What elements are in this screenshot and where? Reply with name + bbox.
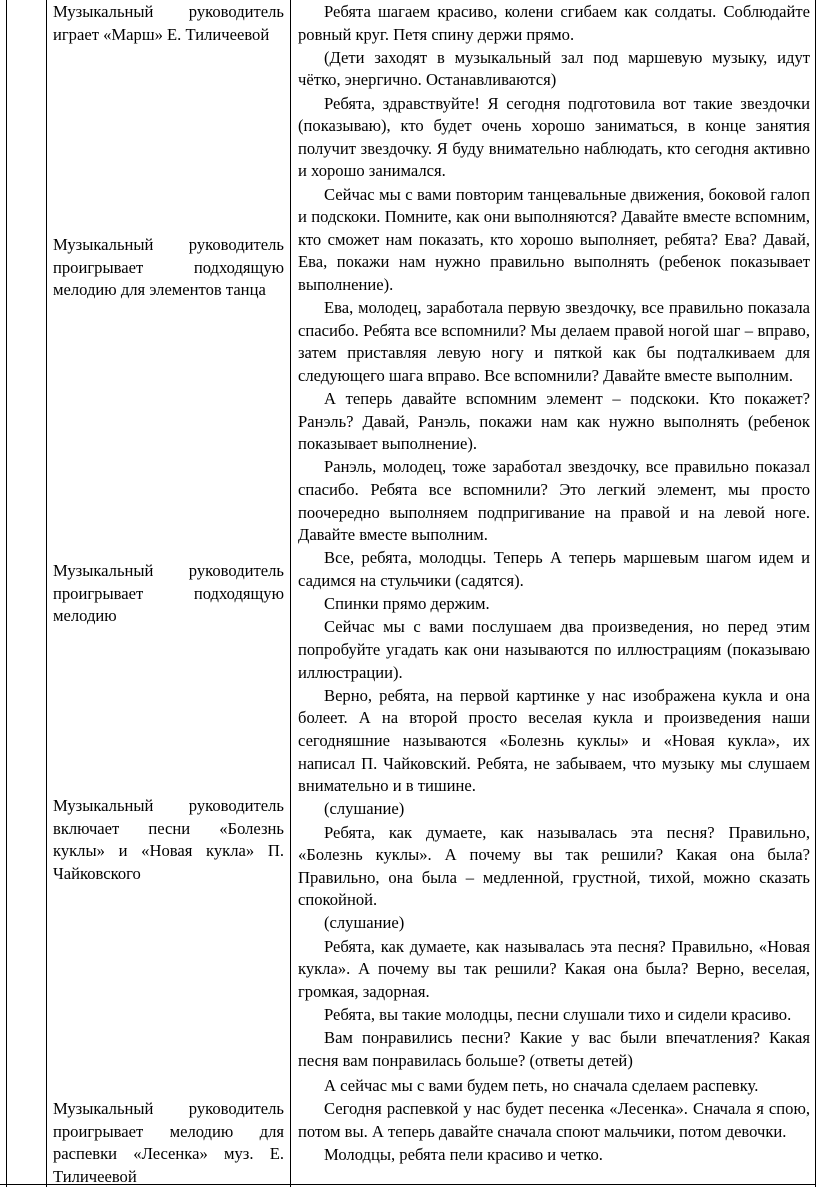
paragraph: Молодцы, ребята пели красиво и четко. — [324, 1144, 603, 1164]
paragraph: Ребята, как думаете, как называлась эта песня? Правильно, «Новая кукла». А почему вы так решили? Какая она была? Верно, веселая, громкая, задорная. — [298, 936, 810, 1001]
paragraph: (Дети заходят в музыкальный зал под маршевую музыку, идут чётко, энергично. Останавливаются) — [298, 47, 810, 90]
script-text-block — [298, 1, 810, 1072]
paragraph: Ева, молодец, заработала первую звездочку, все правильно показала спасибо. Ребята все вспомнили? Мы делаем правой ногой шаг – вправо, затем приставляя левую ногу и пяткой как бы подталкиваем для следующего шага вправо. Все вспомнили? Давайте вместе выполним. — [298, 298, 810, 385]
paragraph: Сейчас мы с вами послушаем два произведения, но перед этим попробуйте угадать как они называются по иллюстрациям (показываю иллюстрации). — [298, 617, 810, 682]
paragraph: Ранэль, молодец, тоже заработал звездочку, все правильно показал спасибо. Ребята все вспомнили? Это легкий элемент, мы просто поочередно выполняем подпригивание на правой и на левой ноге. Давайте вместе выполним. — [298, 457, 810, 545]
paragraph: Вам понравились песни? Какие у вас были впечатления? Какая песня вам понравилась больше? (ответы детей) — [298, 1028, 810, 1070]
left-note-4: Музыкальный руководитель включает песни «Болезнь куклы» и «Новая кукла» П. Чайковского — [53, 796, 284, 883]
paragraph: А сейчас мы с вами будем петь, но сначала сделаем распевку. — [324, 1076, 759, 1095]
paragraph: (слушание) — [324, 799, 405, 819]
script-text-block-2 — [298, 1075, 810, 1167]
paragraph: Ребята, вы такие молодцы, песни слушали тихо и сидели красиво. — [324, 1005, 792, 1025]
left-note-1: Музыкальный руководитель играет «Марш» Е. Тиличеевой — [53, 2, 284, 44]
left-note-5: Музыкальный руководитель проигрывает мелодию для распевки «Лесенка» муз. Е. Тиличеевой — [53, 1099, 284, 1186]
paragraph: Верно, ребята, на первой картинке у нас изображена кукла и она болеет. А на второй просто веселая кукла и произведения наши сегодняшние называются «Болезнь куклы» и «Новая кукла», их написал П. Чайковский. Ребята, не забываем, что музыку мы слушаем внимательно и в тишине. — [298, 685, 810, 796]
paragraph: Ребята, здравствуйте! Я сегодня подготовила вот такие звездочки (показываю), кто будет очень хорошо заниматься, в конце занятия получит звездочку. Я буду внимательно наблюдать, кто сегодня активно и хорошо занимался. — [298, 93, 810, 181]
paragraph: Все, ребята, молодцы. Теперь А теперь маршевым шагом идем и садимся на стульчики (садятся). — [298, 548, 810, 590]
paragraph: (слушание) — [324, 913, 405, 933]
left-note-2: Музыкальный руководитель проигрывает подходящую мелодию для элементов танца — [53, 235, 284, 300]
paragraph: Сейчас мы с вами повторим танцевальные движения, боковой галоп и подскоки. Помните, как они выполняются? Давайте вместе вспомним, кто сможет нам показать, кто хорошо выполняет, ребята? Ева? Давай, Ева, покажи нам нужно правильно выполнять (ребенок показывает выполнение). — [298, 184, 810, 294]
paragraph: Ребята шагаем красиво, колени сгибаем как солдаты. Соблюдайте ровный круг. Петя спину держи прямо. — [298, 2, 810, 44]
table-column-divider-1 — [46, 0, 47, 1187]
paragraph: Ребята, как думаете, как называлась эта песня? Правильно, «Болезнь куклы». А почему вы так решили? Какая она была? Правильно, она была – медленной, грустной, тихой, можно сказать спокойной. — [298, 822, 810, 910]
paragraph: Сегодня распевкой у нас будет песенка «Лесенка». Сначала я спою, потом вы. А теперь давайте сначала споют мальчики, потом девочки. — [298, 1099, 810, 1141]
paragraph: А теперь давайте вспомним элемент – подскоки. Кто покажет? Ранэль? Давай, Ранэль, покажи нам как нужно выполнять (ребенок показывает выполнение). — [298, 389, 810, 454]
paragraph: Спинки прямо держим. — [324, 594, 490, 614]
table-column-divider-2 — [290, 0, 291, 1187]
table-border-left — [6, 0, 7, 1187]
left-note-3: Музыкальный руководитель проигрывает подходящую мелодию — [53, 561, 284, 626]
